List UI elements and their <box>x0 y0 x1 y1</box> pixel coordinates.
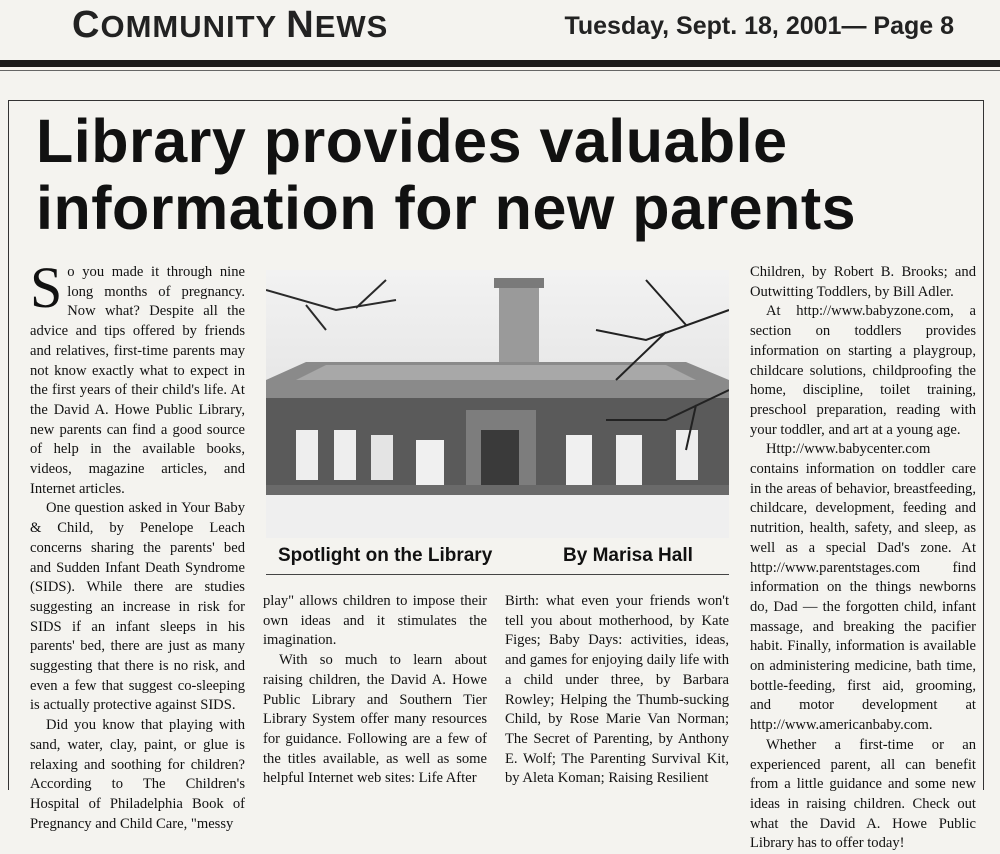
library-photo <box>266 270 729 538</box>
byline: By Marisa Hall <box>563 545 693 566</box>
paragraph: At http://www.babyzone.com, a section on toddlers provides information on starting a playgroup, childcare solutions, childproofing the home, discipline, toilet training, preschool preparation, reading with your toddler, and art at a young age. <box>750 303 976 438</box>
article-column-3 <box>505 592 729 789</box>
article-column-4 <box>750 263 976 854</box>
photo-caption: Spotlight on the Library <box>278 545 493 566</box>
paragraph: Children, by Robert B. Brooks; and Outwitting Toddlers, by Bill Adler. <box>750 264 976 300</box>
paragraph: One question asked in Your Baby & Child, by Penelope Leach concerns sharing the parents' bed and Sudden Infant Death Syndrome (SIDS). While there are studies suggesting an increase in risk for SIDS if an infant sleeps in his parents' bed, there are just as many suggesting that there is no risk, and even a few that suggest co-sleeping is actually protective against SIDS. <box>30 500 245 714</box>
library-building-image <box>266 270 729 538</box>
paragraph: play" allows children to impose their own ideas and it stimulates the imagination. <box>263 593 487 649</box>
headline-line-2: information for new parents <box>36 174 857 242</box>
paragraph: Whether a first-time or an experienced parent, all can benefit from a little guidance and some new ideas in raising children. Check out what the David A. Howe Public Library has to offer today! <box>750 736 976 852</box>
section-text-2: EWS <box>314 9 389 44</box>
paragraph <box>30 255 245 499</box>
masthead-thin-rule <box>0 70 1000 71</box>
section-text: OMMUNITY <box>100 9 287 44</box>
headline-line-1: Library provides valuable <box>36 107 788 175</box>
date-page-info: Tuesday, Sept. 18, 2001— Page 8 <box>564 12 954 40</box>
article-headline <box>36 108 966 242</box>
section-initial-2: N <box>286 4 315 46</box>
article-column-2 <box>263 592 487 789</box>
article-column-1 <box>30 255 245 834</box>
masthead-rule <box>0 60 1000 67</box>
paragraph: Did you know that playing with sand, water, clay, paint, or glue is relaxing and soothing for children? According to The Children's Hospital of Philadelphia Book of Pregnancy and Child Care, "messy <box>30 717 245 832</box>
drop-cap: S <box>30 255 63 320</box>
section-initial: C <box>72 4 101 46</box>
section-name <box>72 4 388 47</box>
paragraph: With so much to learn about raising children, the David A. Howe Public Library and Southern Tier Library System offer many resources for guidance. Following are a few of the titles available, as well as some helpful Internet web sites: Life After <box>263 652 487 787</box>
caption-rule <box>266 574 729 575</box>
paragraph: Http://www.babycenter.com contains information on toddler care in the areas of behavior, breastfeeding, childcare, development, feeding and nutrition, health, safety, and sleep, as well as a special Dad's zone. At http://www.parentstages.com find information on the things newborns do, Dad — the forgotten child, infant massage, and breaking the pacifier habit. Finally, information is available on administering medicine, bath time, bottle-feeding, first aid, grooming, and motor development at http://www.americanbaby.com. <box>750 441 976 734</box>
paragraph: Birth: what even your friends won't tell you about motherhood, by Kate Figes; Baby Days: activities, ideas, and games for enjoying daily life with a child under three, by Barbara Rowley; Helping the Thumb-sucking Child, by Rose Marie Van Norman; The Secret of Parenting, by Anthony E. Wolf; The Parenting Survival Kit, by Aleta Koman; Raising Resilient <box>505 593 729 787</box>
masthead <box>0 0 1000 60</box>
paragraph-text: o you made it through nine long months of pregnancy. Now what? Despite all the advice and tips offered by friends and relatives, first-time parents may not know exactly what to expect in the first years of their child's life. At the David A. Howe Public Library, new parents can find a good source of help in the available books, videos, magazine articles, and Internet articles. <box>30 264 245 497</box>
